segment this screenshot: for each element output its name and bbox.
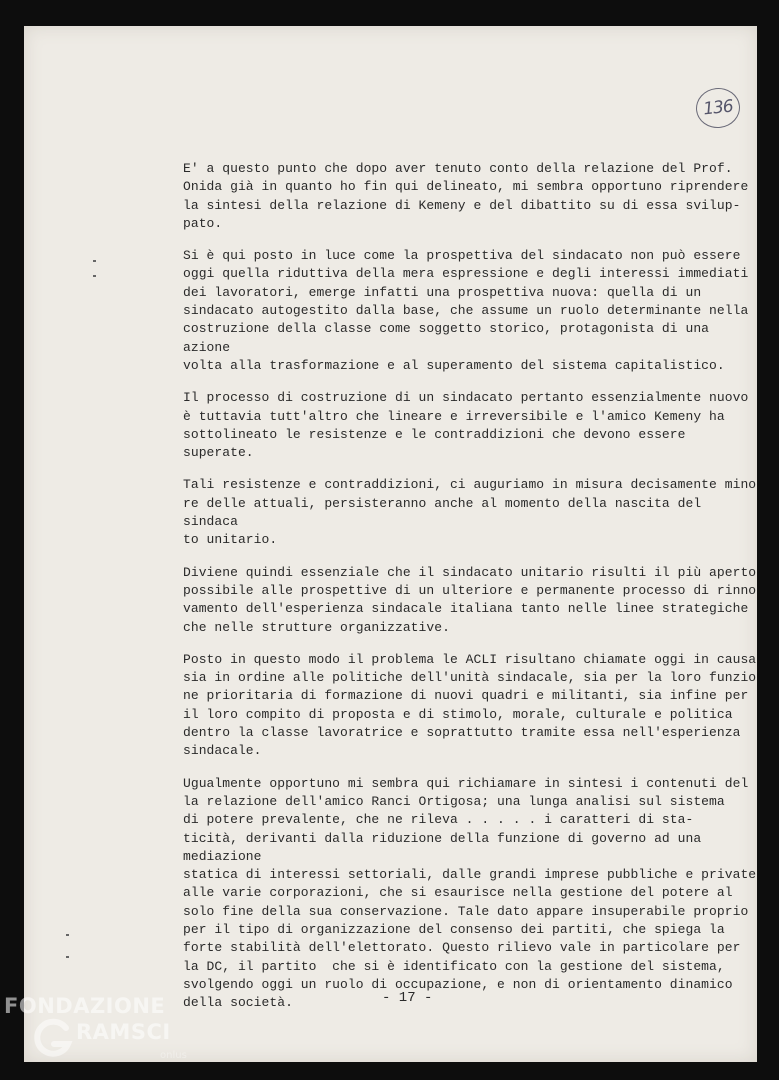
paragraph-7: Ugualmente opportuno mi sembra qui richiamare in sintesi i contenuti del la relazione dell'amico Ranci Ortigosa; una lunga analisi sul sistema di potere prevalente, che ne rileva . . . . . i caratteri di sta- ticità, derivanti dalla riduzione della funzione di governo ad una mediazione statica di interessi settoriali, dalle grandi imprese pubbliche e private alle varie corporazioni, che si esaurisce nella gestione del potere al solo fine della sua conservazione. Tale dato appare insuperabile proprio per il tipo di organizzazione del consenso dei partiti, che spiega la forte stabilità dell'elettorato. Questo rilievo vale in particolare per la DC, il partito che si è identificato con la gestione del sistema, svolgendo oggi un ruolo di occupazione, e non di orientamento dinamico della società. xyxy=(183,775,757,1011)
page-number: - 17 - xyxy=(382,990,433,1006)
margin-dot xyxy=(93,275,96,277)
watermark-text-bottom: RAMSCI xyxy=(76,1020,171,1044)
paragraph-6: Posto in questo modo il problema le ACLI risultano chiamate oggi in causa sia in ordine alle politiche dell'unità sindacale, sia per la loro funzio ne prioritaria di formazione di nuovi quadri e militanti, sia infine per il loro compito di proposta e di stimolo, morale, culturale e politica dentro la classe lavoratrice e soprattutto tramite essa nell'esperienza sindacale. xyxy=(183,651,757,759)
handwritten-page-number: 136 xyxy=(694,86,742,130)
paragraph-2: Si è qui posto in luce come la prospettiva del sindacato non può essere oggi quella riduttiva della mera espressione e degli interessi immediati dei lavoratori, emerge infatti una prospettiva nuova: quella di un sindacato autogestito dalla base, che assume un ruolo determinante nella costruzione della classe come soggetto storico, protagonista di una azione volta alla trasformazione e al superamento del sistema capitalistico. xyxy=(183,248,749,373)
watermark-text-top: FONDAZIONE xyxy=(4,994,166,1018)
paragraph-3: Il processo di costruzione di un sindacato pertanto essenzialmente nuovo è tuttavia tutt'altro che lineare e irreversibile e l'amico Kemeny ha sottolineato le resistenze e le contraddizioni che devono essere superate. xyxy=(183,390,749,461)
margin-dot xyxy=(93,260,96,262)
watermark-text-small: onlus xyxy=(160,1050,187,1061)
margin-dot xyxy=(66,934,69,936)
paragraph-4: Tali resistenze e contraddizioni, ci auguriamo in misura decisamente mino re delle attuali, persisteranno anche al momento della nascita del sindaca to unitario. xyxy=(183,477,757,548)
document-page xyxy=(24,26,757,1062)
margin-dot xyxy=(66,956,69,958)
archive-watermark xyxy=(4,994,204,1074)
paragraph-1: E' a questo punto che dopo aver tenuto conto della relazione del Prof. Onida già in quanto ho fin qui delineato, mi sembra opportuno riprendere la sintesi della relazione di Kemeny e del dibattito su di essa svilup- pato. xyxy=(183,161,749,231)
document-body xyxy=(183,160,763,1026)
watermark-g-logo-icon xyxy=(32,1018,74,1060)
paragraph-5: Diviene quindi essenziale che il sindacato unitario risulti il più aperto possibile alle prospettive di un ulteriore e permanente processo di rinno vamento dell'esperienza sindacale italiana tanto nelle linee strategiche che nelle strutture organizzative. xyxy=(183,564,757,635)
